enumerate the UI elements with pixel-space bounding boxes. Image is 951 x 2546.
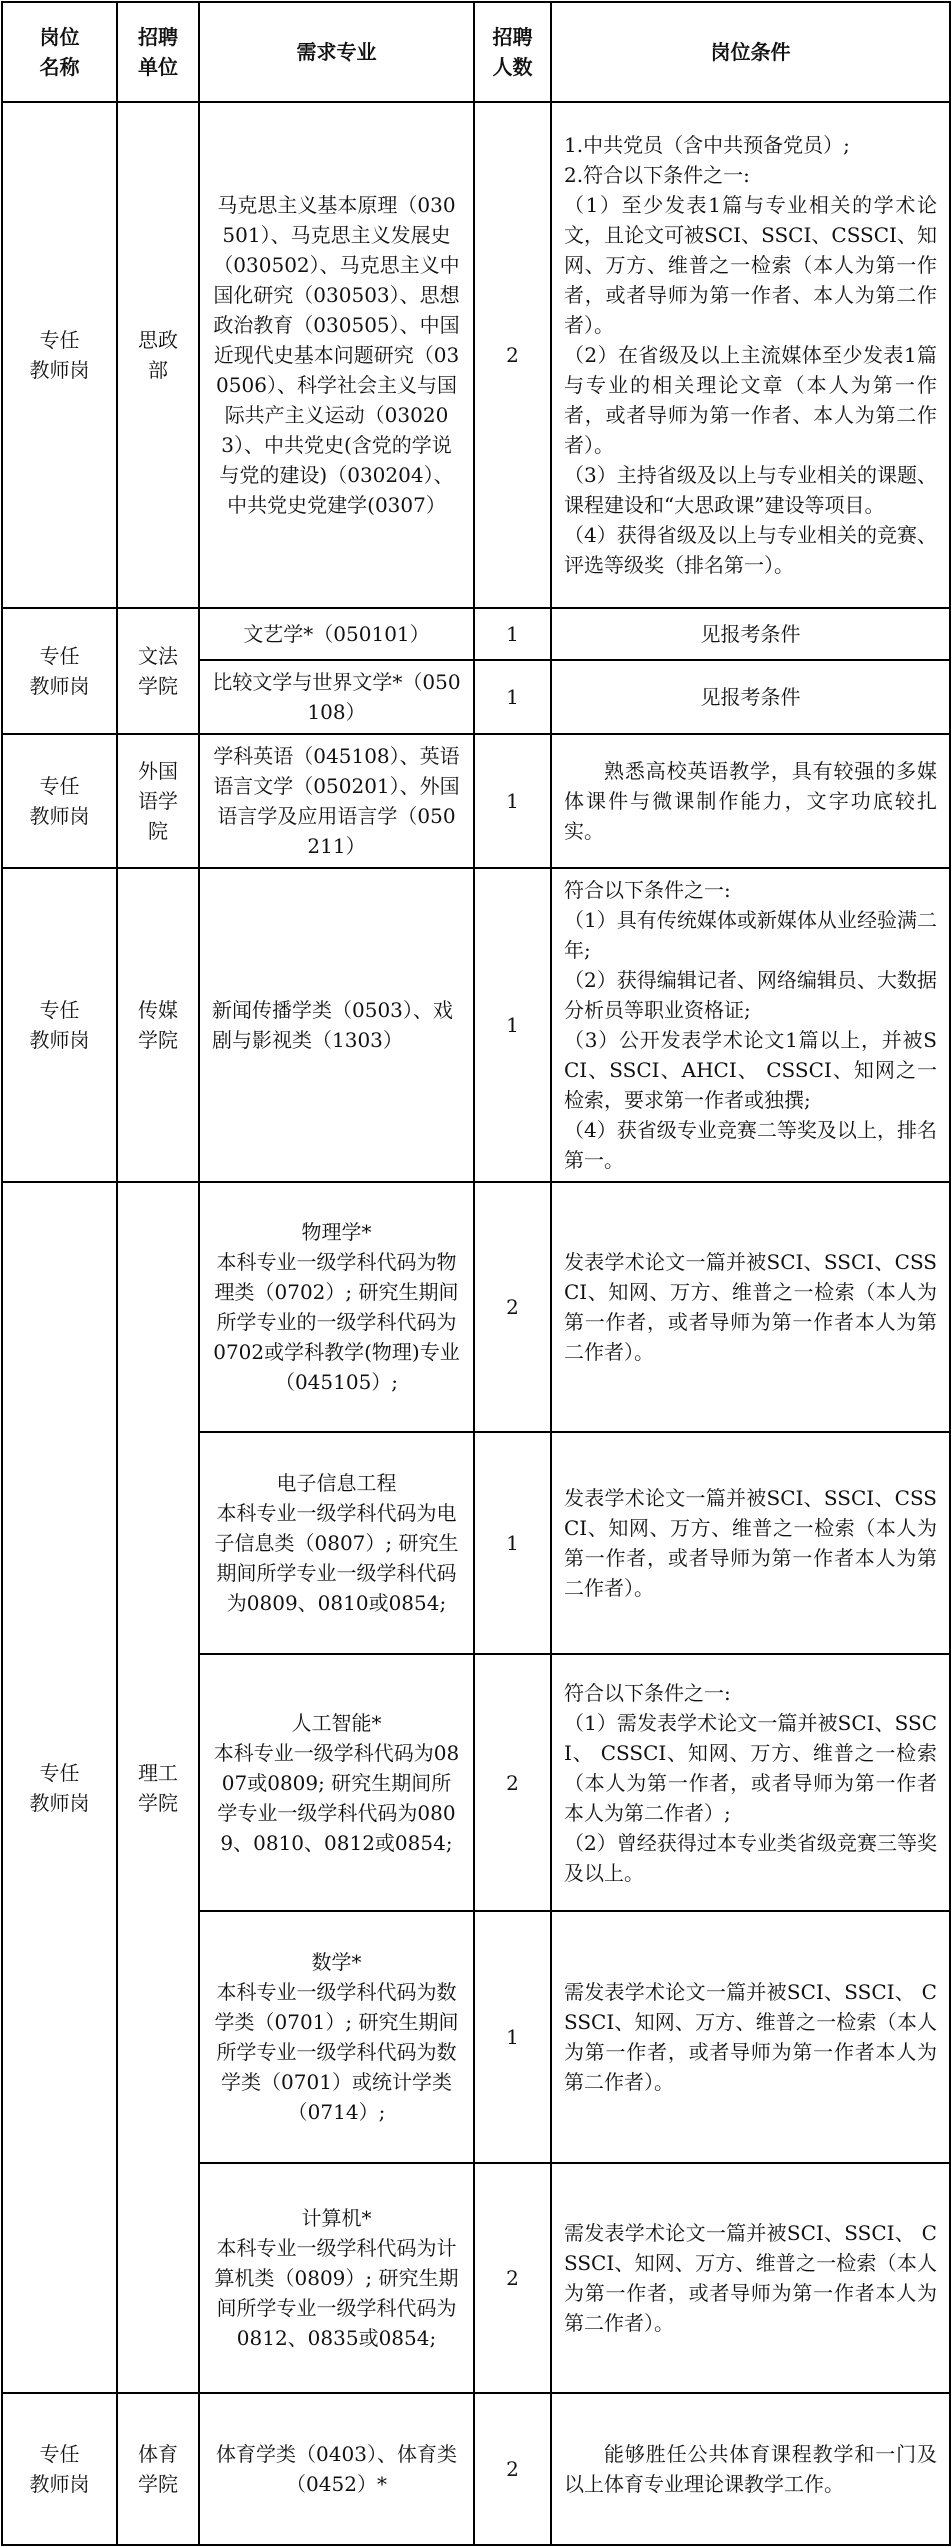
- position-cell: 专任 教师岗: [2, 1182, 117, 2393]
- recruitment-table: [1, 1, 951, 2546]
- header-unit: 招聘 单位: [117, 2, 199, 102]
- major-title: 物理学*: [301, 1220, 372, 1244]
- count-cell: 2: [474, 1182, 551, 1432]
- major-title: 数学*: [311, 1950, 362, 1974]
- major-cell: [199, 1654, 474, 1911]
- conditions-cell: 见报考条件: [551, 660, 950, 734]
- major-title: 人工智能*: [291, 1710, 382, 1735]
- major-cell: [199, 1182, 474, 1432]
- major-title: 电子信息工程: [276, 1471, 397, 1495]
- conditions-cell: 需发表学术论文一篇并被SCI、SSCI、 CSSCI、知网、万方、维普之一检索（本人为第一作者，或者导师为第一作者本人为第二作者）。: [551, 1911, 950, 2163]
- major-cell: [199, 2163, 474, 2393]
- major-cell: 文艺学*（050101）: [199, 608, 474, 660]
- unit-cell: 理工 学院: [117, 1182, 199, 2393]
- header-conditions: 岗位条件: [551, 2, 950, 102]
- count-cell: 2: [474, 102, 551, 608]
- conditions-cell: 符合以下条件之一: （1）需发表学术论文一篇并被SCI、SSCI、 CSSCI、知网、万方、维普之一检索（本人为第一作者，或者导师为第一作者本人为第二作者）; （2）曾经获得过本专业类省级竞赛三等奖及以上。: [551, 1654, 950, 1911]
- count-cell: 1: [474, 868, 551, 1182]
- header-count: 招聘 人数: [474, 2, 551, 102]
- major-cell: 马克思主义基本原理（030501）、马克思主义发展史（030502）、马克思主义中国化研究（030503）、思想政治教育（030505）、中国近现代史基本问题研究（030506）、科学社会主义与国际共产主义运动（030203）、中共党史(含党的学说与党的建设)（030204）、中共党史党建学(0307）: [199, 102, 474, 608]
- header-major: 需求专业: [199, 2, 474, 102]
- position-cell: 专任 教师岗: [2, 102, 117, 608]
- unit-cell: 外国 语学 院: [117, 734, 199, 868]
- table-row: [2, 868, 950, 1182]
- count-cell: 2: [474, 2163, 551, 2393]
- header-position: 岗位 名称: [2, 2, 117, 102]
- major-desc: 本科专业一级学科代码为数学类（0701）; 研究生期间所学专业一级学科代码为数学类（0701）或统计学类（0714）;: [214, 1980, 459, 2124]
- major-desc: 本科专业一级学科代码为物理类（0702）; 研究生期间所学专业的一级学科代码为0702或学科教学(物理)专业（045105）;: [213, 1250, 460, 1394]
- position-cell: 专任 教师岗: [2, 608, 117, 734]
- count-cell: 1: [474, 1911, 551, 2163]
- unit-cell: 思政 部: [117, 102, 199, 608]
- count-cell: 1: [474, 734, 551, 868]
- major-desc: 本科专业一级学科代码为计算机类（0809）; 研究生期间所学专业一级学科代码为0812、0835或0854;: [214, 2236, 459, 2350]
- major-cell: 比较文学与世界文学*（050108）: [199, 660, 474, 734]
- conditions-cell: 符合以下条件之一: （1）具有传统媒体或新媒体从业经验满二年; （2）获得编辑记者、网络编辑员、大数据分析员等职业资格证; （3）公开发表学术论文1篇以上，并被SCI、SSCI、AHCI、 CSSCI、知网之一检索，要求第一作者或独撰; （4）获省级专业竞赛二等奖及以上，排名第一。: [551, 868, 950, 1182]
- header-row: [2, 2, 950, 102]
- count-cell: 2: [474, 2393, 551, 2545]
- major-desc: 本科专业一级学科代码为电子信息类（0807）; 研究生期间所学专业一级学科代码为0809、0810或0854;: [214, 1501, 459, 1615]
- count-cell: 1: [474, 608, 551, 660]
- position-cell: 专任 教师岗: [2, 2393, 117, 2545]
- count-cell: 1: [474, 660, 551, 734]
- conditions-cell: 需发表学术论文一篇并被SCI、SSCI、 CSSCI、知网、万方、维普之一检索（本人为第一作者，或者导师为第一作者本人为第二作者）。: [551, 2163, 950, 2393]
- major-title: 计算机*: [301, 2206, 372, 2230]
- conditions-cell: 发表学术论文一篇并被SCI、SSCI、CSSCI、知网、万方、维普之一检索（本人为第一作者，或者导师为第一作者本人为第二作者）。: [551, 1432, 950, 1654]
- unit-cell: 体育 学院: [117, 2393, 199, 2545]
- unit-cell: 文法 学院: [117, 608, 199, 734]
- table-row: [2, 102, 950, 608]
- table-row: [2, 2393, 950, 2545]
- position-cell: 专任 教师岗: [2, 868, 117, 1182]
- table-row: [2, 1182, 950, 1432]
- table-row: [2, 734, 950, 868]
- count-cell: 1: [474, 1432, 551, 1654]
- major-cell: [199, 1432, 474, 1654]
- conditions-cell: 见报考条件: [551, 608, 950, 660]
- position-cell: 专任 教师岗: [2, 734, 117, 868]
- unit-cell: 传媒 学院: [117, 868, 199, 1182]
- major-cell: 新闻传播学类（0503）、戏剧与影视类（1303）: [199, 868, 474, 1182]
- conditions-cell: 熟悉高校英语教学，具有较强的多媒体课件与微课制作能力，文字功底较扎实。: [551, 734, 950, 868]
- major-cell: 体育学类（0403）、体育类（0452）*: [199, 2393, 474, 2545]
- major-cell: 学科英语（045108）、英语语言文学（050201）、外国语言学及应用语言学（050211）: [199, 734, 474, 868]
- major-cell: [199, 1911, 474, 2163]
- count-cell: 2: [474, 1654, 551, 1911]
- major-desc: 本科专业一级学科代码为0807或0809; 研究生期间所学专业一级学科代码为0809、0810、0812或0854;: [213, 1740, 460, 1855]
- conditions-cell: 发表学术论文一篇并被SCI、SSCI、CSSCI、知网、万方、维普之一检索（本人为第一作者，或者导师为第一作者本人为第二作者）。: [551, 1182, 950, 1432]
- conditions-cell: 能够胜任公共体育课程教学和一门及以上体育专业理论课教学工作。: [551, 2393, 950, 2545]
- conditions-cell: 1.中共党员（含中共预备党员）; 2.符合以下条件之一: （1）至少发表1篇与专业相关的学术论文，且论文可被SCI、SSCI、CSSCI、知网、万方、维普之一检索（本人为第一作者，或者导师为第一作者、本人为第二作者）。 （2）在省级及以上主流媒体至少发表1篇与专业的相关理论文章（本人为第一作者，或者导师为第一作者、本人为第二作者）。 （3）主持省级及以上与专业相关的课题、课程建设和“大思政课”建设等项目。 （4）获得省级及以上与专业相关的竞赛、评选等级奖（排名第一）。: [551, 102, 950, 608]
- table-row: [2, 608, 950, 660]
